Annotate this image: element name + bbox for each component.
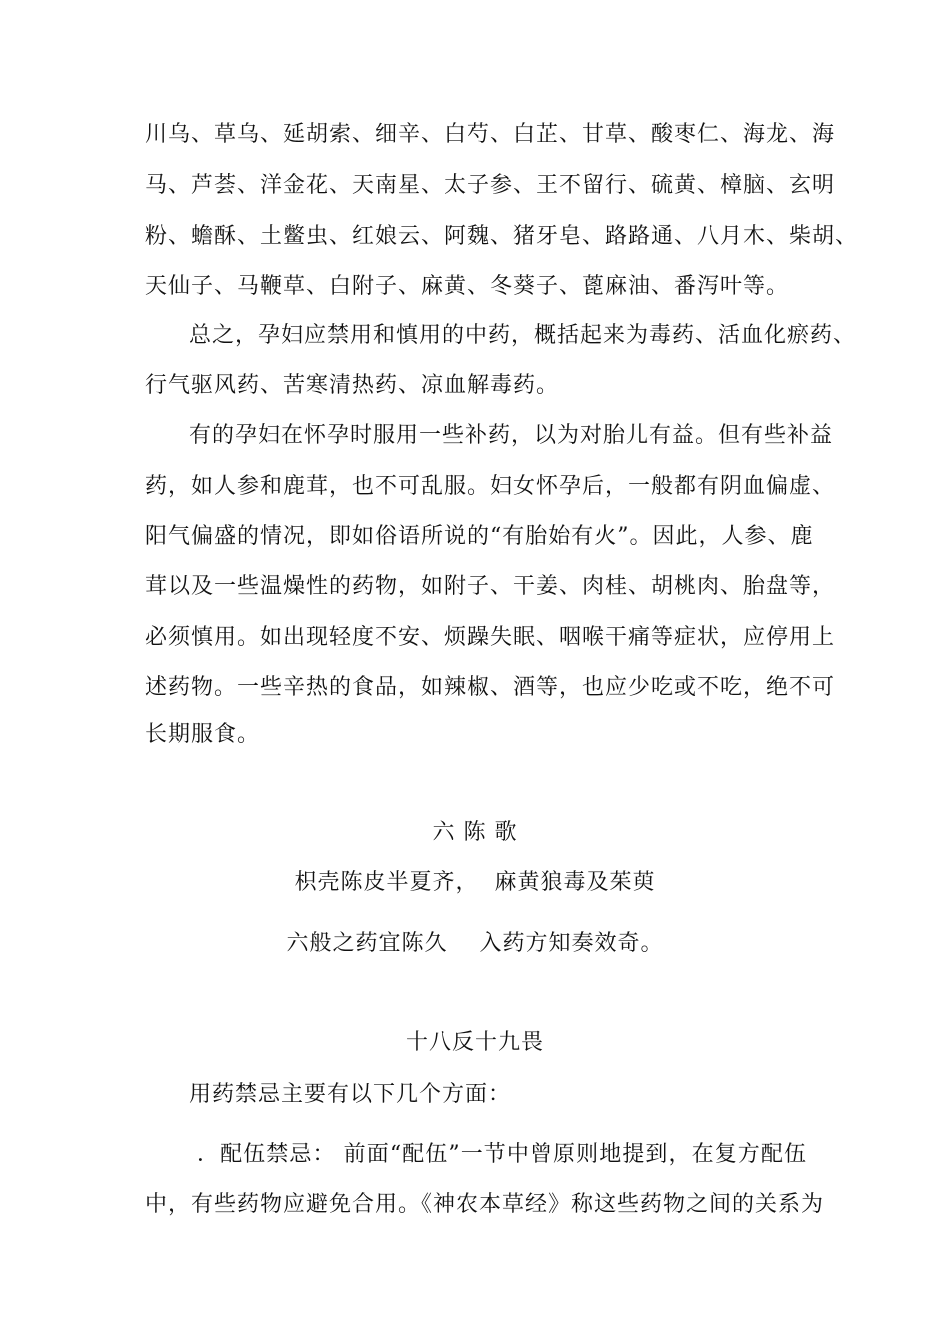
paragraph-line: 有的孕妇在怀孕时服用一些补药，以为对胎儿有益。但有些补益 (189, 423, 834, 448)
paragraph-line: 行气驱风药、苦寒清热药、凉血解毒药。 (145, 373, 560, 398)
paragraph-line: 必须慎用。如出现轻度不安、烦躁失眠、咽喉干痛等症状，应停用上 (145, 625, 836, 650)
poem-line: 六般之药宜陈久 入药方知奏效奇。 (286, 931, 664, 956)
paragraph-line: 阳气偏盛的情况，即如俗语所说的“有胎始有火”。因此，人参、鹿 (145, 524, 814, 549)
poem-title: 六 陈 歌 (432, 820, 518, 845)
section-title: 十八反十九畏 (405, 1030, 544, 1055)
paragraph-line: 中，有些药物应避免合用。《神农本草经》称这些药物之间的关系为 (145, 1192, 825, 1217)
paragraph-line: 天仙子、马鞭草、白附子、麻黄、冬葵子、蓖麻油、番泻叶等。 (145, 274, 790, 299)
paragraph-line: 粉、蟾酥、土鳖虫、红娘云、阿魏、猪牙皂、路路通、八月木、柴胡、 (145, 224, 859, 249)
paragraph-line: ．配伍禁忌： 前面“配伍”一节中曾原则地提到，在复方配伍 (197, 1142, 807, 1167)
paragraph-line: 药，如人参和鹿茸，也不可乱服。妇女怀孕后，一般都有阴血偏虚、 (145, 474, 836, 499)
paragraph-line: 总之，孕妇应禁用和慎用的中药，概括起来为毒药、活血化瘀药、 (189, 323, 857, 348)
paragraph-line: 述药物。一些辛热的食品，如辣椒、酒等，也应少吃或不吃，绝不可 (145, 675, 836, 700)
paragraph-line: 茸以及一些温燥性的药物，如附子、干姜、肉桂、胡桃肉、胎盘等， (145, 574, 836, 599)
paragraph-line: 川乌、草乌、延胡索、细辛、白芍、白芷、甘草、酸枣仁、海龙、海 (145, 122, 836, 147)
paragraph-line: 长期服食。 (145, 722, 261, 747)
paragraph-line: 马、芦荟、洋金花、天南星、太子参、王不留行、硫黄、樟脑、玄明 (145, 173, 836, 198)
poem-line: 枳壳陈皮半夏齐， 麻黄狼毒及茱萸 (294, 870, 656, 895)
section-intro: 用药禁忌主要有以下几个方面： (189, 1082, 512, 1107)
